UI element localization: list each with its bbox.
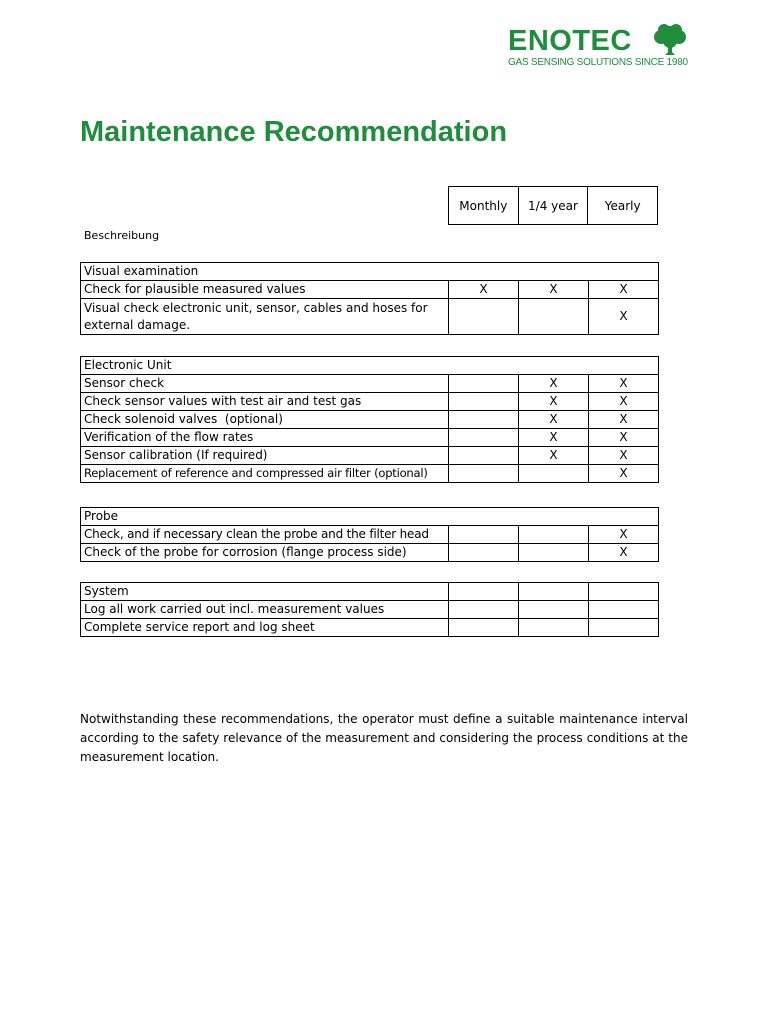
yearly-cell: X — [589, 281, 659, 299]
table-row — [81, 619, 659, 637]
section-probe — [80, 507, 659, 562]
section-electronic-unit — [80, 356, 659, 483]
yearly-cell: X — [589, 411, 659, 429]
section-heading: Probe — [81, 508, 659, 526]
yearly-cell — [589, 601, 659, 619]
task-cell: Check, and if necessary clean the probe and the filter head — [81, 526, 449, 544]
task-cell: Replacement of reference and compressed air filter (optional) — [81, 465, 449, 483]
column-header-quarterly: 1/4 year — [518, 187, 588, 225]
quarterly-cell — [519, 526, 589, 544]
yearly-cell: X — [589, 299, 659, 335]
quarterly-cell — [519, 619, 589, 637]
monthly-cell — [449, 299, 519, 335]
yearly-cell — [589, 583, 659, 601]
quarterly-cell: X — [519, 375, 589, 393]
yearly-cell: X — [589, 465, 659, 483]
quarterly-cell — [519, 601, 589, 619]
table-row — [81, 429, 659, 447]
table-row — [81, 544, 659, 562]
monthly-cell — [449, 526, 519, 544]
yearly-cell: X — [589, 447, 659, 465]
monthly-cell — [449, 393, 519, 411]
table-row — [81, 411, 659, 429]
yearly-cell: X — [589, 526, 659, 544]
table-row — [81, 393, 659, 411]
section-heading: Visual examination — [81, 263, 659, 281]
quarterly-cell: X — [519, 429, 589, 447]
yearly-cell: X — [589, 544, 659, 562]
monthly-cell — [449, 583, 519, 601]
quarterly-cell — [519, 299, 589, 335]
section-visual-examination — [80, 262, 659, 335]
quarterly-cell: X — [519, 411, 589, 429]
logo-wordmark: ENOTEC — [508, 25, 632, 57]
yearly-cell — [589, 619, 659, 637]
task-cell: Check solenoid valves (optional) — [81, 411, 449, 429]
quarterly-cell: X — [519, 281, 589, 299]
logo-tagline: GAS SENSING SOLUTIONS SINCE 1980 — [508, 57, 688, 68]
monthly-cell — [449, 601, 519, 619]
table-row — [81, 447, 659, 465]
task-cell: Complete service report and log sheet — [81, 619, 449, 637]
task-cell: Sensor calibration (If required) — [81, 447, 449, 465]
table-row — [81, 465, 659, 483]
table-row — [81, 583, 659, 601]
quarterly-cell: X — [519, 393, 589, 411]
yearly-cell: X — [589, 375, 659, 393]
tree-icon — [651, 24, 689, 56]
monthly-cell: X — [449, 281, 519, 299]
monthly-cell — [449, 429, 519, 447]
section-heading: Electronic Unit — [81, 357, 659, 375]
task-cell: Visual check electronic unit, sensor, cables and hoses for external damage. — [81, 299, 449, 335]
page-title: Maintenance Recommendation — [80, 116, 508, 148]
table-row — [81, 601, 659, 619]
description-label: Beschreibung — [84, 229, 160, 242]
quarterly-cell — [519, 544, 589, 562]
task-cell: Verification of the flow rates — [81, 429, 449, 447]
task-cell: Check for plausible measured values — [81, 281, 449, 299]
enotec-logo — [506, 24, 690, 70]
yearly-cell: X — [589, 393, 659, 411]
table-row — [81, 526, 659, 544]
monthly-cell — [449, 544, 519, 562]
table-row — [81, 281, 659, 299]
column-header-yearly: Yearly — [588, 187, 658, 225]
task-cell: Check of the probe for corrosion (flange process side) — [81, 544, 449, 562]
quarterly-cell — [519, 465, 589, 483]
table-row — [81, 299, 659, 335]
task-cell: Check sensor values with test air and test gas — [81, 393, 449, 411]
interval-header-table — [448, 186, 658, 225]
section-system — [80, 582, 659, 637]
task-cell: Log all work carried out incl. measurement values — [81, 601, 449, 619]
maintenance-note: Notwithstanding these recommendations, the operator must define a suitable maintenance interval according to the safety relevance of the measurement and considering the process conditions at the measurement location. — [80, 712, 688, 764]
monthly-cell — [449, 465, 519, 483]
column-header-monthly: Monthly — [449, 187, 519, 225]
monthly-cell — [449, 375, 519, 393]
table-row — [81, 375, 659, 393]
task-cell: Sensor check — [81, 375, 449, 393]
quarterly-cell — [519, 583, 589, 601]
yearly-cell: X — [589, 429, 659, 447]
monthly-cell — [449, 447, 519, 465]
monthly-cell — [449, 411, 519, 429]
quarterly-cell: X — [519, 447, 589, 465]
section-heading: System — [81, 583, 449, 601]
monthly-cell — [449, 619, 519, 637]
